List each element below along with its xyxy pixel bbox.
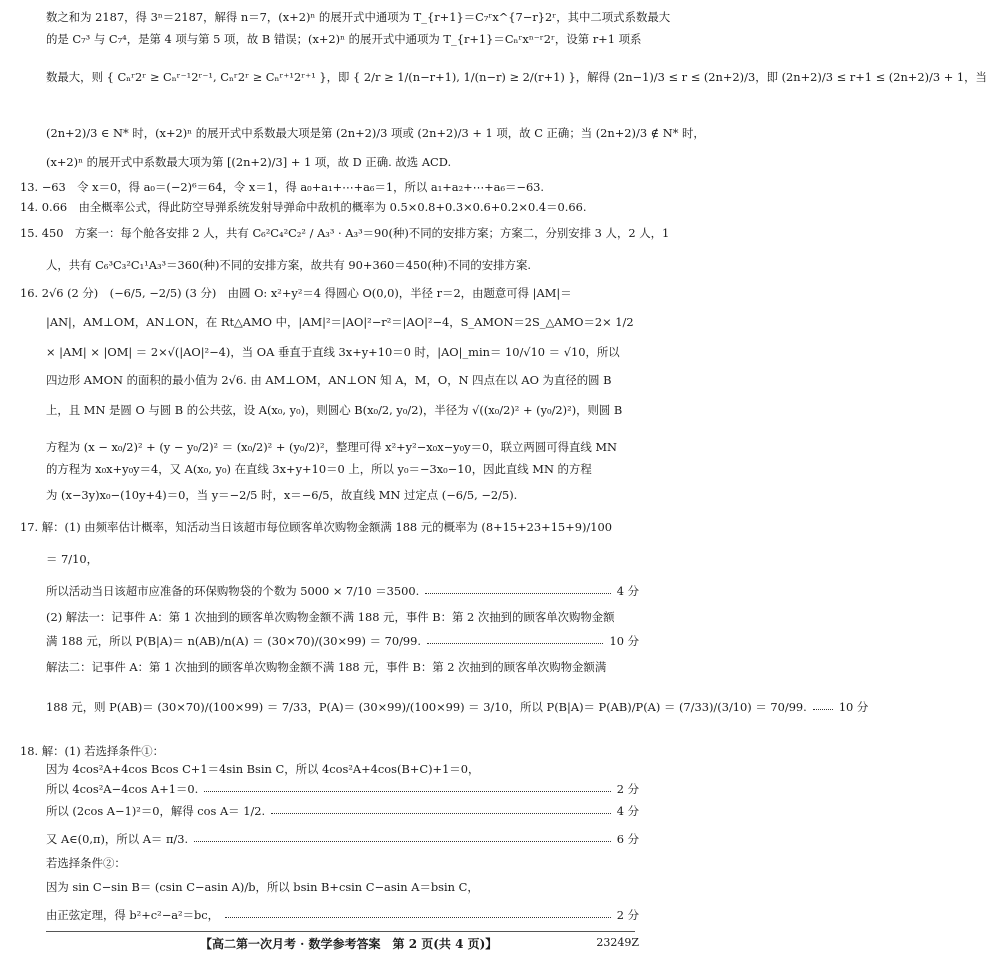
answer-16: 16. 2√6 (2 分) (−6/5, −2/5) (3 分) 由圆 O: x²+y²＝4 得圆心 O(0,0)，半径 r＝2，由题意可得 |AM|＝ — [20, 286, 572, 300]
text-line: |AN|，AM⊥OM，AN⊥ON，在 Rt△AMO 中，|AM|²＝|AO|²−r²＝|AO|²−4，S_AMON＝2S_△AMO＝2× 1/2 — [46, 315, 634, 329]
answer-14: 14. 0.66 由全概率公式，得此防空导弹系统发射导弹命中敌机的概率为 0.5×0.8+0.3×0.6+0.2×0.4＝0.66. — [20, 200, 587, 214]
text-line: 数最大，则 { Cₙʳ2ʳ ≥ Cₙʳ⁻¹2ʳ⁻¹, Cₙʳ2ʳ ≥ Cₙʳ⁺¹2ʳ⁺¹ }，即 { 2/r ≥ 1/(n−r+1), 1/(n−r) ≥ 2/(r+1) }，解得 (2n−1)/3 ≤ r ≤ (2n+2)/3，即 (2n+2)/3 ≤ r+1 ≤ (2n+2)/3 + 1，当 — [46, 70, 987, 84]
score-line: 188 元，则 P(AB)＝ (30×70)/(100×99) ＝ 7/33，P(A)＝ (30×99)/(100×99) ＝ 3/10，所以 P(B|A)＝ P(AB)/P(A) ＝ (7/33)/(3/10) ＝ 70/99. 10 分 — [46, 700, 869, 714]
answer-18: 18. 解：(1) 若选择条件①： — [20, 744, 165, 758]
score-label: 2 分 — [616, 908, 639, 922]
text-line: 四边形 AMON 的面积的最小值为 2√6. 由 AM⊥OM，AN⊥ON 知 A，M，O，N 四点在以 AO 为直径的圆 B — [46, 373, 612, 387]
text-line: 的是 C₇³ 与 C₇⁴，是第 4 项与第 5 项，故 B 错误；(x+2)ⁿ 的展开式中通项为 T_{r+1}＝Cₙʳxⁿ⁻ʳ2ʳ，设第 r+1 项系 — [46, 32, 642, 46]
text-line: 的方程为 x₀x+y₀y＝4，又 A(x₀, y₀) 在直线 3x+y+10＝0 上，所以 y₀＝−3x₀−10，因此直线 MN 的方程 — [46, 462, 592, 476]
score-label: 4 分 — [616, 584, 639, 598]
text-line: 为 (x−3y)x₀−(10y+4)＝0，当 y＝−2/5 时，x＝−6/5，故直线 MN 过定点 (−6/5, −2/5). — [46, 488, 518, 502]
answer-17: 17. 解：(1) 由频率估计概率，知活动当日该超市每位顾客单次购物金额满 188 元的概率为 (8+15+23+15+9)/100 — [20, 520, 612, 534]
text-line: 因为 4cos²A+4cos Bcos C+1＝4sin Bsin C，所以 4cos²A+4cos(B+C)+1＝0， — [46, 762, 480, 776]
text-line: 方程为 (x − x₀/2)² + (y − y₀/2)² ＝ (x₀/2)² + (y₀/2)²，整理可得 x²+y²−x₀x−y₀y＝0，联立两圆可得直线 MN — [46, 440, 618, 454]
text-line: ＝ 7/10， — [46, 552, 98, 566]
score-line: 所以 4cos²A−4cos A+1＝0. 2 分 — [46, 782, 639, 796]
text-line: 上，且 MN 是圆 O 与圆 B 的公共弦，设 A(x₀, y₀)，则圆心 B(x₀/2, y₀/2)，半径为 √((x₀/2)² + (y₀/2)²)，则圆 B — [46, 403, 623, 417]
text-line: 解法二：记事件 A：第 1 次抽到的顾客单次购物金额不满 188 元，事件 B：第 2 次抽到的顾客单次购物金额满 — [46, 660, 607, 674]
score-label: 10 分 — [838, 700, 869, 714]
text-line: 人，共有 C₆³C₃²C₁¹A₃³＝360(种)不同的安排方案，故共有 90+360＝450(种)不同的安排方案. — [46, 258, 531, 272]
text-line: 数之和为 2187，得 3ⁿ＝2187，解得 n＝7，(x+2)ⁿ 的展开式中通项为 T_{r+1}＝C₇ʳx^{7−r}2ʳ，其中二项式系数最大 — [46, 10, 671, 24]
score-line: 满 188 元，所以 P(B|A)＝ n(AB)/n(A) ＝ (30×70)/(30×99) ＝ 70/99. 10 分 — [46, 634, 639, 648]
score-label: 10 分 — [609, 634, 639, 648]
answer-15: 15. 450 方案一：每个舱各安排 2 人，共有 C₆²C₄²C₂² / A₃³ · A₃³＝90(种)不同的安排方案；方案二，分别安排 3 人，2 人，1 — [20, 226, 670, 240]
score-line: 所以 (2cos A−1)²＝0，解得 cos A＝ 1/2. 4 分 — [46, 804, 639, 818]
score-label: 4 分 — [616, 804, 639, 818]
score-label: 6 分 — [616, 832, 639, 846]
text-line: 若选择条件②： — [46, 856, 126, 870]
score-line: 所以活动当日该超市应准备的环保购物袋的个数为 5000 × 7/10 ＝3500. 4 分 — [46, 584, 639, 598]
answer-13: 13. −63 令 x＝0，得 a₀＝(−2)⁶＝64，令 x＝1，得 a₀+a₁+⋯+a₆＝1，所以 a₁+a₂+⋯+a₆＝−63. — [20, 180, 545, 194]
score-line: 又 A∈(0,π)，所以 A＝ π/3. 6 分 — [46, 832, 639, 846]
footer-title: 【高二第一次月考 · 数学参考答案 第 2 页(共 4 页)】 — [200, 937, 498, 951]
text-line: × |AM| × |OM| ＝ 2×√(|AO|²−4)，当 OA 垂直于直线 3x+y+10＝0 时，|AO|_min＝ 10/√10 ＝ √10，所以 — [46, 345, 620, 359]
text-line: (2n+2)/3 ∈ N* 时，(x+2)ⁿ 的展开式中系数最大项是第 (2n+2)/3 项或 (2n+2)/3 + 1 项，故 C 正确；当 (2n+2)/3 ∉ N* 时， — [46, 126, 705, 140]
text-line: 因为 sin C−sin B＝ (csin C−asin A)/b，所以 bsin B+csin C−asin A＝bsin C， — [46, 880, 479, 894]
text-line: (x+2)ⁿ 的展开式中系数最大项为第 [(2n+2)/3] + 1 项，故 D 正确. 故选 ACD. — [46, 155, 452, 169]
footer-code: 23249Z — [596, 936, 639, 949]
score-label: 2 分 — [616, 782, 639, 796]
score-line: 由正弦定理，得 b²+c²−a²＝bc， 2 分 — [46, 908, 639, 922]
footer-divider — [46, 931, 635, 932]
page-footer — [0, 935, 677, 953]
text-line: (2) 解法一：记事件 A：第 1 次抽到的顾客单次购物金额不满 188 元，事件 B：第 2 次抽到的顾客单次购物金额 — [46, 610, 615, 624]
